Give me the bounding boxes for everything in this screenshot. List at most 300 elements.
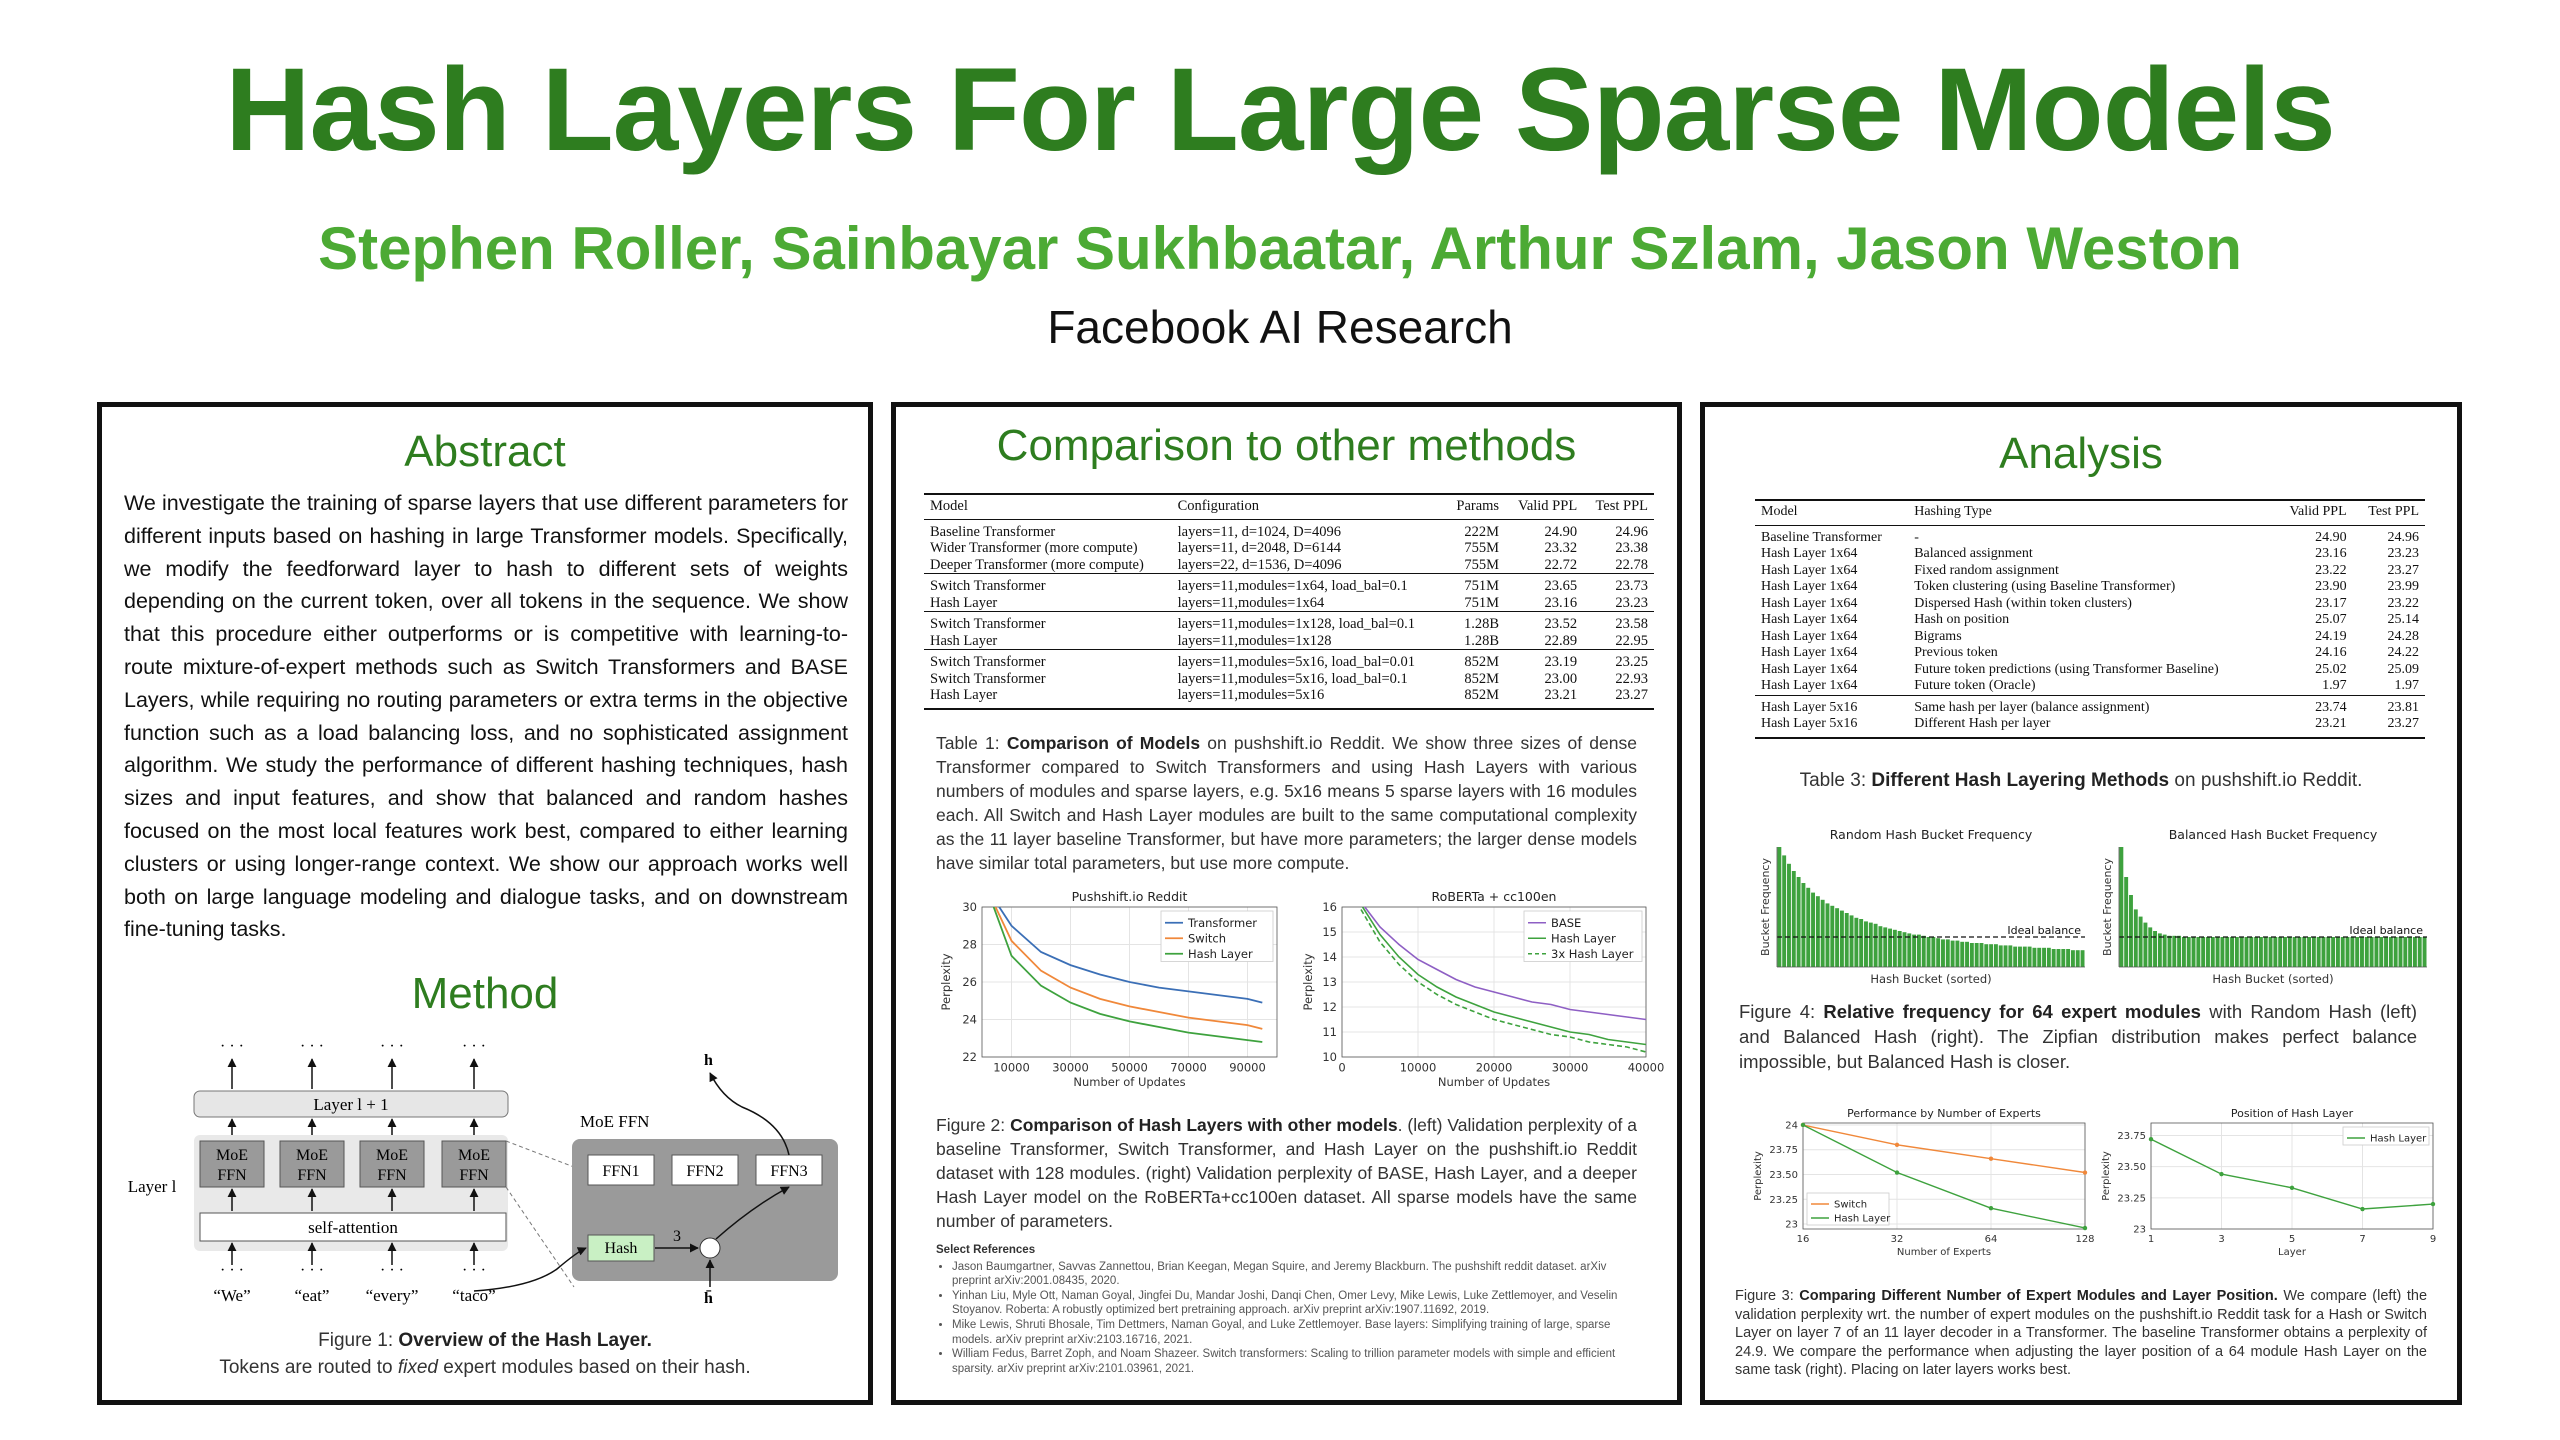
table3-row [1755,678,2425,695]
table3-cell: - [1908,525,2273,546]
table3-row [1755,629,2425,646]
table3-caption-text: on pushshift.io Reddit. [2174,770,2363,791]
histogram-bar [1811,893,1815,967]
table1-cell: 23.52 [1505,612,1583,633]
histogram-bar [2360,937,2364,967]
poster-affiliation: Facebook AI Research [1047,301,1513,353]
table3-cell: 24.22 [2387,645,2419,660]
table1-caption-label: Table 1: [936,733,1000,753]
table1-cell: Switch Transformer [924,574,1172,595]
histogram-bar [1826,903,1830,967]
histogram-bar [2317,937,2321,967]
table1-cell: layers=11,modules=1x64 [1177,594,1325,611]
table1-cell: 23.21 [1505,687,1583,709]
x-tick-label: 20000 [1475,1060,1513,1075]
table3-cell: Hash Layer 1x64 [1761,595,1858,611]
table1-cell: 24.96 [1583,519,1654,540]
y-tick-label: 22 [962,1050,977,1065]
figure2-caption [936,1113,1637,1233]
table3-cell: 23.81 [2353,695,2425,716]
histogram-bar [2216,937,2220,967]
histogram-bar [2182,937,2186,967]
table1-cell: 755M [1464,540,1500,556]
table1-row [924,612,1654,633]
table1-cell: 23.65 [1505,574,1583,595]
figure3-caption-title: Comparing Different Number of Expert Modules and Layer Position. [1799,1288,2278,1304]
table1-cell: 22.78 [1615,556,1648,573]
histogram-bar [1980,943,1984,967]
histogram-bar [1787,864,1791,967]
table1-cell: 23.25 [1583,650,1654,671]
x-tick-label: 3 [2218,1234,2225,1245]
balanced-hash-frequency-chart [2097,821,2439,999]
x-tick-label: 7 [2359,1234,2366,1245]
table1-cell: 222M [1445,519,1505,540]
histogram-bar [2346,937,2350,967]
y-tick-label: 23.75 [1769,1145,1798,1157]
x-tick-label: 40000 [1627,1060,1665,1075]
token-every: “every” [365,1286,419,1305]
histogram-bar [1806,888,1810,967]
histogram-bar [2259,937,2263,967]
moe-label-3: MoE [376,1147,408,1164]
table3-cell: 23.99 [2387,579,2419,594]
histogram-bar [2018,947,2022,967]
histogram-bar [2264,937,2268,967]
x-tick-label: 16 [1796,1234,1810,1245]
table3-cell: 25.07 [2315,612,2347,627]
chart-title: Position of Hash Layer [2230,1107,2354,1120]
panel-comparison [891,402,1682,1405]
histogram-bar [1960,942,1964,967]
table1-cell: layers=11,modules=1x128, load_bal=0.1 [1172,612,1446,633]
abstract-heading: Abstract [404,427,566,476]
table3-cell: Hash Layer 1x64 [1761,612,1858,627]
table3-row [1755,525,2425,546]
table3-cell: Hash Layer 1x64 [1761,645,1858,660]
x-tick-label: 30000 [1551,1060,1589,1075]
table1-cell: 751M [1464,594,1500,611]
histogram-bar [1869,923,1873,967]
table3-cell: 23.21 [2273,716,2353,738]
histogram-bar [1999,945,2003,967]
table1-cell: 22.93 [1615,670,1648,687]
table1-cell: 852M [1464,670,1500,687]
table1-cell: 24.90 [1505,519,1583,540]
table3-row [1755,596,2425,613]
histogram-bar [2004,945,2008,967]
data-point [2149,1137,2153,1141]
comparison-heading: Comparison to other methods [996,421,1577,470]
figure1-caption-em: fixed [397,1357,438,1378]
table3-cell: Hash Layer 1x64 [1761,562,1858,578]
table1-cell: 22.89 [1544,632,1578,649]
histogram-bar [1816,896,1820,967]
table1-cell: layers=11,modules=1x64, load_bal=0.1 [1172,574,1446,595]
table3-cell: 1.97 [2322,678,2347,693]
histogram-bar [1931,937,1935,967]
histogram-bar [1965,942,1969,967]
layer-l-label: Layer l [127,1177,177,1196]
layer-position-chart [2093,1101,2443,1261]
histogram-bar [1975,943,1979,967]
ideal-balance-label: Ideal balance [2007,924,2081,937]
figure2-caption-text: . (left) Validation perplexity of a baseline Transformer, Switch Transformer, and Hash Layer on the pushshift.io Reddit dataset with 128 modules. (right) Validation perplexity of BASE, Hash Layer, and a deeper Hash Layer model on the RoBERTa+cc100en dataset. All sparse models have the same number of parameters. [936,1115,1637,1231]
table3-row [1755,645,2425,662]
histogram-bar [2172,936,2176,967]
table3-row [1755,579,2425,596]
method-heading: Method [411,969,559,1018]
histogram-bar [2168,936,2172,967]
table1-cell: Wider Transformer (more compute) [930,540,1138,556]
data-point [2083,1170,2087,1174]
histogram-bar [2013,947,2017,967]
data-point [1989,1156,1993,1160]
histogram-bar [2273,937,2277,967]
analysis-heading: Analysis [1999,429,2163,478]
figure3-caption [1735,1287,2427,1380]
x-tick-label: 128 [2075,1234,2095,1245]
poster-title: Hash Layers For Large Sparse Models [225,44,2335,176]
histogram-bar [1951,941,1955,967]
histogram-bar [1984,944,1988,967]
data-point [1989,1206,1993,1210]
figure2-caption-title: Comparison of Hash Layers with other models [1010,1115,1398,1135]
table1-cell: 23.73 [1583,574,1654,595]
table1-cell: 23.32 [1544,540,1578,556]
table1-cell: Baseline Transformer [924,519,1172,540]
figure4-caption-label: Figure 4: [1739,1001,1816,1022]
histogram-bar [2134,909,2138,967]
x-tick-label: 64 [1984,1234,1998,1245]
figure4-caption-text: with Random Hash (left) and Balanced Hash (right). The Zipfian distribution makes perfect balance impossible, but Balanced Hash is closer. [1739,1001,2418,1072]
histogram-bar [1797,877,1801,967]
histogram-bar [1970,943,1974,967]
histogram-bar [2071,950,2075,967]
table3-row [1755,546,2425,563]
histogram-bar [1840,911,1844,967]
histogram-bar [2206,937,2210,967]
table1-cell: 23.27 [1583,687,1654,709]
data-point [1895,1143,1899,1147]
histogram-bar [2032,948,2036,967]
table3-cell: Different Hash per layer [1908,716,2273,738]
dots-bottom-2: · · · [300,1262,324,1279]
legend-label: BASE [1551,915,1582,930]
y-tick-label: 23.50 [2117,1162,2146,1174]
table1-cell: 23.00 [1544,670,1578,687]
figure2-caption-label: Figure 2: [936,1115,1006,1135]
panel-abstract-method [97,402,873,1405]
table1-row [924,519,1654,540]
table3-cell: 25.02 [2315,661,2347,677]
histogram-bar [2389,937,2393,967]
table3-row [1755,662,2425,679]
x-tick-label: 1 [2147,1234,2155,1245]
table1-cell: layers=11, d=1024, D=4096 [1172,519,1446,540]
histogram-bar [1878,926,1882,967]
histogram-bar [2269,937,2273,967]
table1-cell: 22.72 [1544,556,1578,573]
table1-cell: 751M [1445,574,1505,595]
histogram-bar [2302,937,2306,967]
table3-cell: Hash Layer 5x16 [1755,716,1908,738]
y-tick-label: 23 [1785,1219,1798,1231]
histogram-bar [1912,935,1916,967]
histogram-bar [1893,930,1897,967]
histogram-bar [1888,929,1892,967]
x-tick-label: 5 [2288,1234,2296,1245]
series-line-switch [1803,1125,2085,1173]
histogram-bar [2423,937,2427,967]
y-tick-label: 23.75 [2117,1130,2146,1142]
figure1-caption-post: expert modules based on their hash. [443,1357,751,1378]
ffn3-label: FFN3 [770,1163,808,1180]
dots-bottom-3: · · · [380,1262,404,1279]
histogram-bar [2384,937,2388,967]
figure1-caption-label: Figure 1: [318,1330,394,1351]
table1-caption [936,731,1637,875]
table3-header-model: Model [1755,500,1908,525]
table3-cell: 24.28 [2387,628,2419,644]
histogram-bar [2158,933,2162,967]
legend-label: Hash Layer [1834,1213,1891,1225]
histogram-bar [1955,941,1959,967]
table3-cell: Hash on position [1914,612,2010,627]
x-axis-label: Hash Bucket (sorted) [2212,972,2334,986]
y-tick-label: 23.25 [1769,1194,1798,1206]
chart-title: RoBERTa + cc100en [1431,889,1557,904]
table1-row [924,557,1654,574]
data-point [2083,1226,2087,1230]
table3-row [1755,716,2425,738]
data-point [1801,1123,1805,1127]
histogram-bar [2143,923,2147,967]
table1-cell: 23.58 [1583,612,1654,633]
table3-cell: Hash Layer 1x64 [1761,678,1858,693]
figure3-caption-label: Figure 3: [1735,1288,1794,1304]
table3-cell: Balanced assignment [1914,546,2033,561]
x-axis-label: Layer [2278,1247,2306,1258]
route-index: 3 [673,1228,681,1245]
histogram-bar [1859,919,1863,967]
table3-cell: Bigrams [1914,628,1962,644]
table1-cell: 1.28B [1445,612,1505,633]
legend-label: Hash Layer [1188,946,1253,961]
table1-cell: Hash Layer [930,594,998,611]
table3-cell: 25.14 [2387,612,2419,627]
histogram-bar [2066,949,2070,967]
histogram-bar [2192,937,2196,967]
y-tick-label: 26 [962,975,977,990]
token-we: “We” [213,1286,251,1305]
histogram-bar [1874,924,1878,967]
histogram-bar [2331,937,2335,967]
table1-cell: 755M [1464,556,1500,573]
histogram-bar [2278,937,2282,967]
table1-cell: layers=11,modules=5x16, load_bal=0.1 [1177,670,1408,687]
table1-row [924,540,1654,557]
ffn-label-1: FFN [217,1167,247,1184]
histogram-bar [2283,937,2287,967]
table3-cell: 24.16 [2315,645,2347,660]
table3-cell: 23.27 [2387,562,2419,578]
table3-cell: Dispersed Hash (within token clusters) [1914,595,2132,611]
table1-cell: Switch Transformer [930,670,1046,687]
histogram-bar [1922,936,1926,967]
table3-cell: Hash Layer 5x16 [1755,695,1908,716]
histogram-bar [2177,936,2181,967]
data-point [2431,1202,2435,1206]
y-tick-label: 23 [2133,1224,2146,1236]
y-axis-label: Perplexity [1753,1151,1764,1201]
ffn-label-3: FFN [377,1167,407,1184]
references [936,1243,1632,1376]
histogram-bar [1936,938,1940,967]
table1-row [924,574,1654,595]
y-tick-label: 24 [962,1012,977,1027]
histogram-bar [2240,937,2244,967]
histogram-bar [1854,918,1858,967]
histogram-bar [2370,937,2374,967]
y-tick-label: 23.25 [2117,1193,2146,1205]
histogram-bar [1994,944,1998,967]
histogram-bar [2399,937,2403,967]
legend-label: 3x Hash Layer [1551,946,1634,961]
figure3-caption-text: We compare (left) the validation perplexity wrt. the number of expert modules on the pushshift.io Reddit task for a Hash or Switch Layer on layer 7 of an 11 layer decoder in a Transformer. The baseline Transformer obtains a perplexity of 24.9. We compare the performance when adjusting the layer position of a 64 module Hash Layer on the same task (right). Placing on later layers works best. [1735,1288,2428,1378]
legend-label: Switch [1188,931,1227,946]
histogram-bar [2129,895,2133,967]
table3-caption-label: Table 3: [1799,770,1867,791]
histogram-bar [2307,937,2311,967]
table1-cell: layers=11,modules=5x16 [1172,687,1446,709]
table3-row [1755,563,2425,580]
histogram-bar [1801,883,1805,967]
figure4-caption-title: Relative frequency for 64 expert modules [1823,1001,2201,1022]
table3-cell: Hash Layer 1x64 [1761,546,1858,561]
table3-cell: 24.90 [2273,525,2353,546]
histogram-bar [2139,917,2143,967]
x-tick-label: 10000 [993,1060,1030,1075]
histogram-bar [1941,939,1945,967]
histogram-bar [2293,937,2297,967]
histogram-bar [2081,950,2085,967]
histogram-bar [2379,937,2383,967]
data-point [2360,1207,2364,1211]
table1-row [924,671,1654,688]
table3-cell: 23.16 [2315,546,2347,561]
x-tick-label: 32 [1890,1234,1904,1245]
table1-cell: 1.28B [1464,632,1500,649]
self-attention-label: self-attention [308,1218,398,1237]
table3-cell: 23.90 [2315,579,2347,594]
roberta-perplexity-chart [1294,885,1666,1095]
routing-node [700,1238,720,1258]
figure1-caption [122,1327,848,1381]
y-tick-label: 28 [962,937,977,952]
hash-label: Hash [604,1240,638,1257]
table1-cell: Hash Layer [930,632,998,649]
ffn-label-2: FFN [297,1167,327,1184]
histogram-bar [2037,948,2041,967]
reddit-perplexity-chart [922,885,1294,1095]
table3 [1755,499,2425,739]
x-tick-label: 30000 [1052,1060,1089,1075]
table1-cell: layers=11,modules=5x16, load_bal=0.01 [1172,650,1446,671]
table1-caption-text: on pushshift.io Reddit. We show three sizes of dense Transformer compared to Switch Transformers and using Hash Layers with various numbers of modules and sparse layers, e.g. 5x16 means 5 sparse layers with 16 modules each. All Switch and Hash Layer modules are built to the same computational complexity as the 11 layer baseline Transformer, but have more parameters; the larger dense models have similar total parameters, but use more compute. [936,733,1637,873]
histogram-bar [1989,944,1993,967]
x-tick-label: 10000 [1399,1060,1437,1075]
table3-caption [1725,769,2437,793]
chart-title: Random Hash Bucket Frequency [1829,827,2033,842]
table3-cell: Token clustering (using Baseline Transformer) [1914,579,2176,594]
table3-cell: Hash Layer 1x64 [1761,661,1858,677]
histogram-bar [2249,937,2253,967]
table3-cell: Fixed random assignment [1914,562,2059,578]
table1-cell: 22.95 [1615,632,1648,649]
table1-header-configuration: Configuration [1172,494,1446,519]
token-taco: “taco” [452,1286,496,1305]
table3-header-valid: Valid PPL [2273,500,2353,525]
y-tick-label: 11 [1322,1025,1337,1040]
x-tick-label: 90000 [1229,1060,1266,1075]
histogram-bar [2187,937,2191,967]
table1-cell: 23.16 [1544,594,1578,611]
histogram-bar [1850,915,1854,967]
histogram-bar [1917,935,1921,967]
table1-cell: layers=11, d=2048, D=6144 [1177,540,1341,556]
table1-caption-title: Comparison of Models [1006,733,1201,753]
table1-cell: 23.38 [1615,540,1648,556]
table3-cell: Same hash per layer (balance assignment) [1908,695,2273,716]
layer-next-label: Layer l + 1 [313,1095,389,1114]
table1-cell: Hash Layer [924,687,1172,709]
table1-cell: Switch Transformer [924,612,1172,633]
histogram-bar [2403,937,2407,967]
figure1-caption-pre: Tokens are routed to [219,1357,393,1378]
table3-cell: 23.23 [2387,546,2419,561]
y-tick-label: 24 [1785,1120,1798,1132]
histogram-bar [1927,937,1931,967]
histogram-bar [2008,945,2012,967]
y-axis-label: Perplexity [1301,953,1315,1011]
histogram-bar [1845,913,1849,967]
table3-cell: 24.19 [2315,628,2347,644]
histogram-bar [2148,927,2152,967]
reference-item: • William Fedus, Barret Zoph, and Noam Shazeer. Switch transformers: Scaling to trillion parameter models with simple and efficient sparsity. arXiv preprint arXiv:2101.03961, 2021. [952,1347,1632,1376]
table3-cell: 23.27 [2353,716,2425,738]
histogram-bar [2163,935,2167,967]
table3-cell: Future token predictions (using Transformer Baseline) [1914,661,2219,677]
histogram-bar [2297,937,2301,967]
data-point [2219,1172,2223,1176]
chart-title: Performance by Number of Experts [1847,1107,2041,1120]
histogram-bar [2350,937,2354,967]
table1-cell: Deeper Transformer (more compute) [930,556,1144,573]
token-eat: “eat” [294,1286,330,1305]
moe-label-1: MoE [216,1147,248,1164]
table1-header-test: Test PPL [1583,494,1654,519]
histogram-bar [1777,847,1781,967]
dots-bottom-1: · · · [220,1262,244,1279]
histogram-bar [2326,937,2330,967]
table1-cell: 23.19 [1505,650,1583,671]
table3-row [1755,612,2425,629]
data-point [2290,1186,2294,1190]
histogram-bar [2225,937,2229,967]
histogram-bar [2028,947,2032,967]
histogram-bar [1864,921,1868,967]
